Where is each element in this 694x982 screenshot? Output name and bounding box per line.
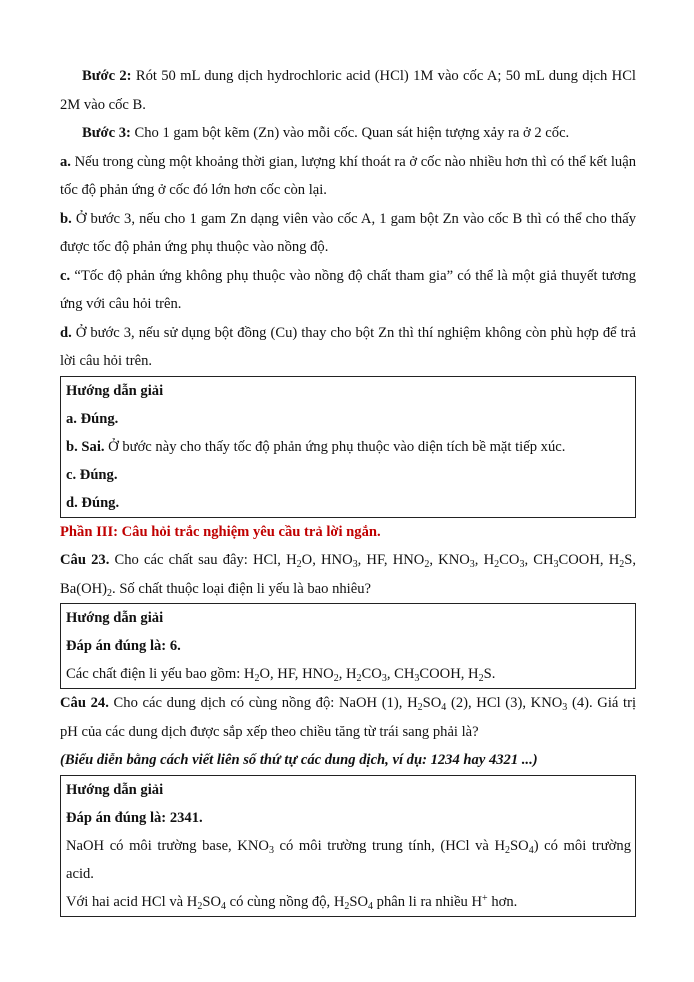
- option-d-text: Ở bước 3, nếu sử dụng bột đồng (Cu) thay cho bột Zn thì thí nghiệm không còn phù hợp để trả lời câu hỏi trên.: [60, 324, 636, 369]
- option-a: [60, 148, 636, 205]
- step-3-label: Bước 3:: [82, 125, 131, 141]
- option-d-label: d.: [60, 324, 72, 341]
- question-24-label: Câu 24.: [60, 695, 109, 711]
- solution-2-answer-text: Đáp án đúng là: 6.: [66, 638, 181, 654]
- solution-3-answer-text: Đáp án đúng là: 2341.: [66, 809, 203, 826]
- solution-box-3: [60, 775, 636, 917]
- solution-2-title-text: Hướng dẫn giải: [66, 610, 164, 626]
- part-3-heading: Phần III: Câu hỏi trắc nghiệm yêu cầu trả lời ngắn.: [60, 523, 381, 540]
- step-3-text: Cho 1 gam bột kẽm (Zn) vào mỗi cốc. Quan sát hiện tượng xảy ra ở 2 cốc.: [130, 125, 570, 141]
- solution-1-a: [66, 405, 631, 433]
- solution-3-title: [66, 776, 631, 804]
- question-23-label: Câu 23.: [60, 552, 110, 568]
- solution-2-explain: Các chất điện li yếu bao gồm: $H_2O$, HF, $HNO_2$, $H_2CO_3$, $CH_3COOH$, $H_2S$.: [66, 666, 496, 684]
- solution-1-a-text: a. Đúng.: [66, 410, 119, 427]
- step-3-paragraph: [60, 119, 636, 148]
- solution-1-title: [66, 377, 631, 405]
- option-b: [60, 205, 636, 262]
- solution-1-d-text: d. Đúng.: [66, 494, 120, 511]
- step-2-text: Rót 50 mL dung dịch hydrochloric acid (HCl) 1M vào cốc A; 50 mL dung dịch HCl 2M vào cốc B.: [60, 68, 636, 113]
- solution-3-explain-2: Với hai acid HCl và $H_2SO_4$ có cùng nồng độ, $H_2SO_4$ phân li ra nhiều H+ hơn.: [66, 892, 518, 912]
- option-c: [60, 262, 636, 319]
- option-b-label: b.: [60, 210, 72, 227]
- solution-1-c: [66, 461, 631, 489]
- solution-box-2: [60, 603, 636, 689]
- solution-2-answer: [66, 632, 631, 660]
- solution-1-b: [66, 433, 631, 461]
- solution-box-1: [60, 376, 636, 518]
- question-23: [60, 546, 636, 603]
- question-24: [60, 689, 636, 746]
- option-b-text: Ở bước 3, nếu cho 1 gam Zn dạng viên vào cốc A, 1 gam bột Zn vào cốc B thì có thể cho thấy được tốc độ phản ứng phụ thuộc vào nồng độ.: [60, 210, 636, 255]
- question-24-hint: [60, 746, 636, 775]
- question-24-hint-text: (Biểu diễn bằng cách viết liên số thứ tự các dung dịch, ví dụ: 1234 hay 4321 ...): [60, 752, 538, 768]
- solution-1-title-text: Hướng dẫn giải: [66, 382, 164, 399]
- option-c-label: c.: [60, 267, 71, 284]
- option-c-text: “Tốc độ phản ứng không phụ thuộc vào nồng độ chất tham gia” có thể là một giả thuyết tương ứng với câu hỏi trên.: [60, 267, 636, 312]
- solution-1-c-text: c. Đúng.: [66, 466, 118, 483]
- solution-1-d: [66, 489, 631, 517]
- solution-1-b-label: b. Sai.: [66, 438, 105, 455]
- step-2-label: Bước 2:: [82, 68, 132, 84]
- option-a-label: a.: [60, 153, 71, 170]
- document-page: [60, 62, 636, 917]
- option-d: [60, 319, 636, 376]
- question-23-text: Cho các chất sau đây: HCl, $H_2O$, $HNO_3$, HF, $HNO_2$, $KNO_3$, $H_2CO_3$, $CH_3COOH$, $H_2S$, $Ba(OH)_2$. Số chất thuộc loại điện li yếu là bao nhiêu?: [60, 552, 636, 599]
- solution-3-explain-1: NaOH có môi trường base, $KNO_3$ có môi trường trung tính, (HCl và $H_2SO_4$) có môi trường acid.: [66, 837, 631, 882]
- solution-2-title: [66, 604, 631, 632]
- step-2-paragraph: [60, 62, 636, 119]
- solution-3-answer: [66, 804, 631, 832]
- option-a-text: Nếu trong cùng một khoảng thời gian, lượng khí thoát ra ở cốc nào nhiều hơn thì có thể kết luận tốc độ phản ứng ở cốc đó lớn hơn cốc còn lại.: [60, 153, 636, 198]
- question-24-text: Cho các dung dịch có cùng nồng độ: NaOH (1), $H_2SO_4$ (2), HCl (3), $KNO_3$ (4). Giá trị pH của các dung dịch được sắp xếp theo chiều tăng từ trái sang phải là?: [60, 695, 637, 740]
- solution-1-b-text: Ở bước này cho thấy tốc độ phản ứng phụ thuộc vào diện tích bề mặt tiếp xúc.: [104, 438, 566, 455]
- solution-3-title-text: Hướng dẫn giải: [66, 781, 164, 798]
